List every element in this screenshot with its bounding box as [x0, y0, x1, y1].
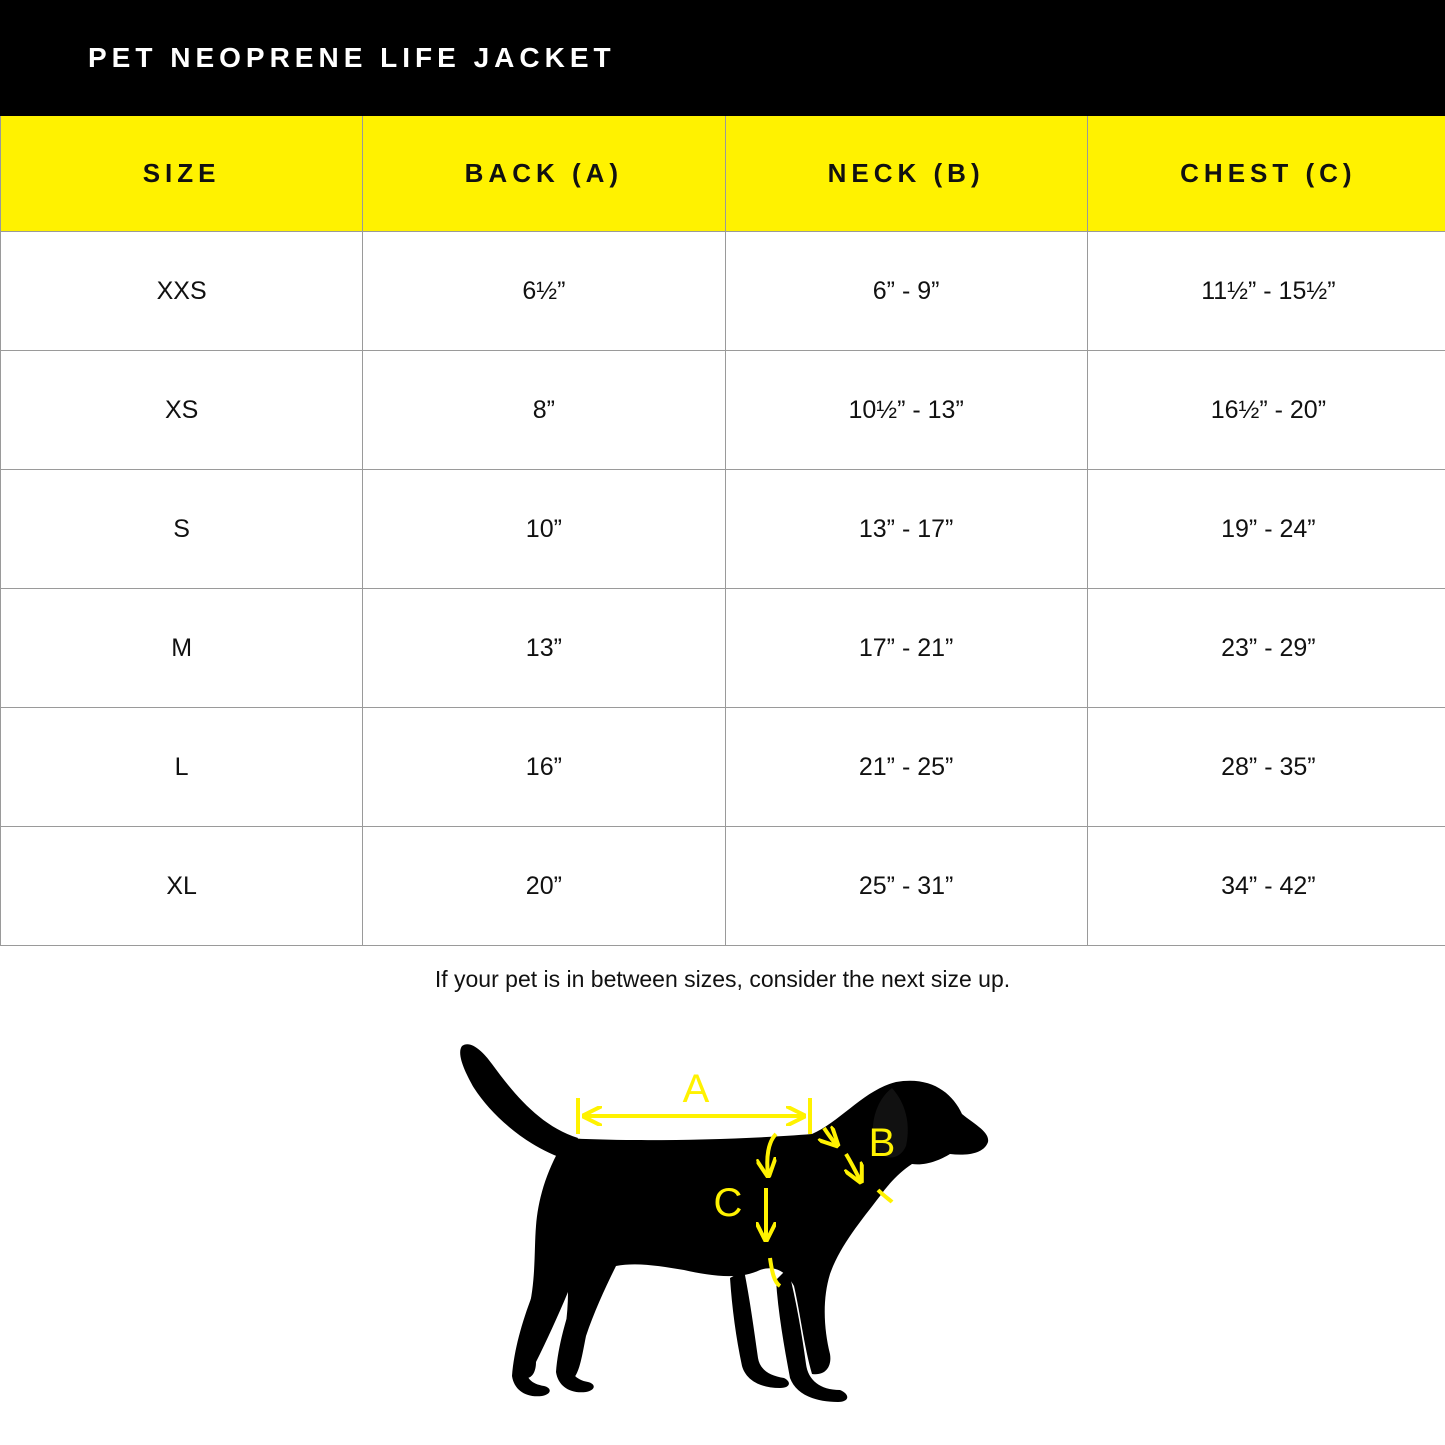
cell-neck: 13” - 17”	[725, 470, 1087, 589]
cell-back: 10”	[363, 470, 725, 589]
column-header-chest: CHEST (C)	[1087, 116, 1445, 232]
column-header-back: BACK (A)	[363, 116, 725, 232]
cell-size: M	[1, 589, 363, 708]
cell-chest: 16½” - 20”	[1087, 351, 1445, 470]
table-row	[1, 827, 1445, 946]
cell-size: L	[1, 708, 363, 827]
table-row	[1, 589, 1445, 708]
label-b: B	[868, 1121, 896, 1165]
cell-neck: 25” - 31”	[725, 827, 1087, 946]
cell-chest: 34” - 42”	[1087, 827, 1445, 946]
cell-neck: 6” - 9”	[725, 232, 1087, 351]
column-header-size: SIZE	[1, 116, 363, 232]
cell-back: 6½”	[363, 232, 725, 351]
sizing-note: If your pet is in between sizes, consider the next size up.	[434, 966, 1011, 992]
cell-chest: 11½” - 15½”	[1087, 232, 1445, 351]
cell-size: XL	[1, 827, 363, 946]
dog-measurement-diagram	[440, 1030, 1020, 1410]
cell-size: XS	[1, 351, 363, 470]
cell-back: 20”	[363, 827, 725, 946]
title-bar	[0, 0, 1445, 116]
cell-neck: 21” - 25”	[725, 708, 1087, 827]
cell-back: 8”	[363, 351, 725, 470]
cell-chest: 23” - 29”	[1087, 589, 1445, 708]
label-a: A	[682, 1067, 710, 1111]
table-row	[1, 470, 1445, 589]
cell-size: S	[1, 470, 363, 589]
size-chart-table	[0, 116, 1445, 946]
cell-chest: 19” - 24”	[1087, 470, 1445, 589]
cell-neck: 10½” - 13”	[725, 351, 1087, 470]
table-row	[1, 708, 1445, 827]
cell-size: XXS	[1, 232, 363, 351]
page-title: PET NEOPRENE LIFE JACKET	[88, 42, 616, 73]
cell-chest: 28” - 35”	[1087, 708, 1445, 827]
table-row	[1, 232, 1445, 351]
cell-back: 13”	[363, 589, 725, 708]
label-c: C	[713, 1181, 743, 1225]
cell-neck: 17” - 21”	[725, 589, 1087, 708]
table-row	[1, 351, 1445, 470]
table-header-row	[1, 116, 1445, 232]
cell-back: 16”	[363, 708, 725, 827]
column-header-neck: NECK (B)	[725, 116, 1087, 232]
